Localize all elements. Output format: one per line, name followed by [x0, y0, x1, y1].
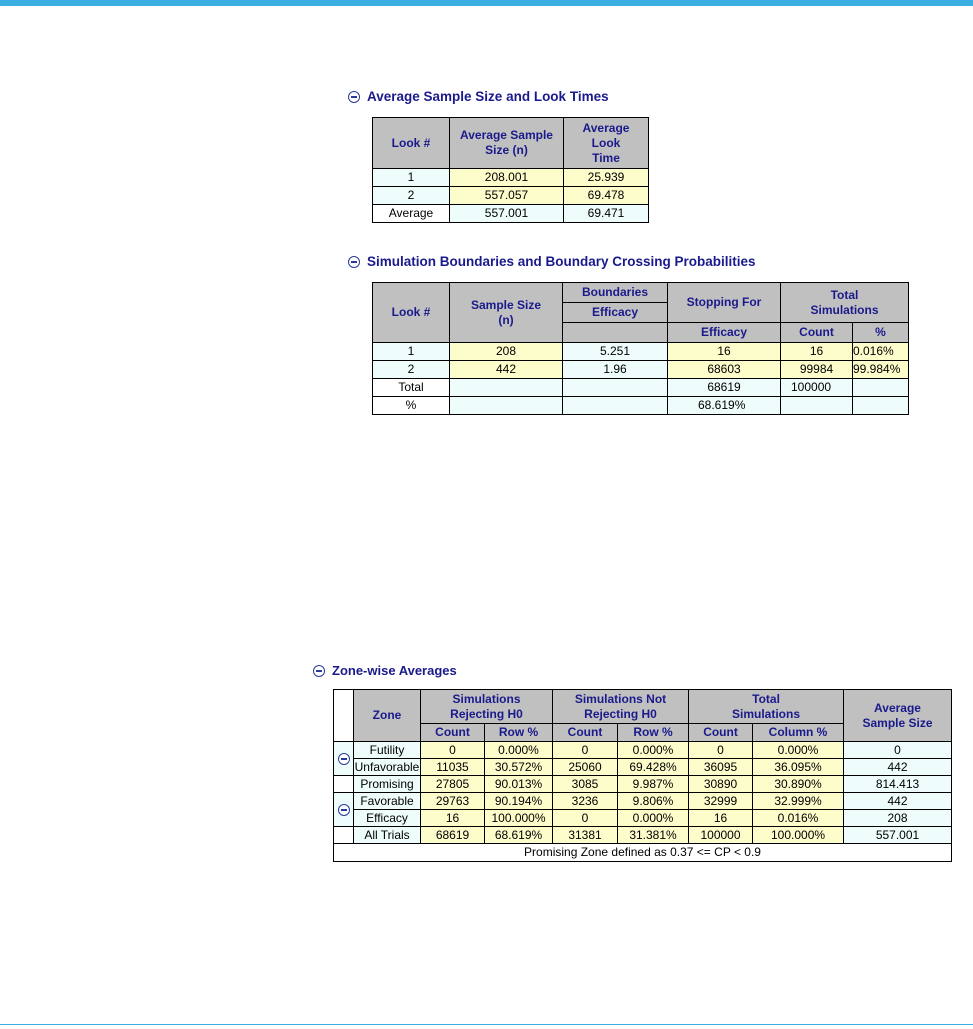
tot-pct-cell: 0.016% [753, 810, 844, 827]
boundary-cell [563, 397, 668, 415]
icon-column-header [334, 690, 354, 742]
col-header-count: Count [781, 323, 853, 343]
table-row [334, 827, 952, 844]
zone-cell: Promising [354, 776, 421, 793]
col-header-zone: Zone [354, 690, 421, 742]
col-header-rej-row-pct: Row % [485, 724, 553, 742]
tot-count-cell: 0 [689, 742, 753, 759]
count-cell: 16 [781, 343, 853, 361]
nr-pct-cell: 69.428% [618, 759, 689, 776]
col-header-nr-row-pct: Row % [618, 724, 689, 742]
sample-cell [450, 379, 563, 397]
col-header-empty [563, 323, 668, 343]
collapse-icon[interactable] [313, 665, 325, 677]
zone-cell: Futility [354, 742, 421, 759]
rej-pct-cell: 90.194% [485, 793, 553, 810]
table-row [373, 205, 649, 223]
zone-averages-table [333, 689, 952, 862]
rej-count-cell: 29763 [421, 793, 485, 810]
look-cell: 1 [373, 343, 450, 361]
avg-time-cell: 69.471 [564, 205, 649, 223]
table-row [334, 759, 952, 776]
sim-boundaries-table [372, 282, 909, 415]
zone-section-title: Zone-wise Averages [332, 663, 457, 678]
rej-pct-cell: 0.000% [485, 742, 553, 759]
nr-pct-cell: 31.381% [618, 827, 689, 844]
rej-count-cell: 27805 [421, 776, 485, 793]
tot-count-cell: 30890 [689, 776, 753, 793]
table-row [373, 169, 649, 187]
boundary-cell: 5.251 [563, 343, 668, 361]
collapse-icon[interactable] [338, 753, 350, 765]
avg-cell: 442 [844, 793, 952, 810]
zone-footnote: Promising Zone defined as 0.37 <= CP < 0.9 [334, 844, 952, 862]
avg-time-cell: 69.478 [564, 187, 649, 205]
pct-cell: 0.016% [853, 343, 909, 361]
tot-count-cell: 36095 [689, 759, 753, 776]
pct-cell [853, 397, 909, 415]
tot-count-cell: 100000 [689, 827, 753, 844]
col-header-avg-sample-size: Average Sample Size (n) [450, 118, 564, 169]
sample-cell [450, 397, 563, 415]
table-row [334, 776, 952, 793]
boundary-cell [563, 379, 668, 397]
pct-cell [853, 379, 909, 397]
stop-cell: 68619 [668, 379, 781, 397]
nr-count-cell: 0 [553, 742, 618, 759]
rej-pct-cell: 68.619% [485, 827, 553, 844]
nr-count-cell: 31381 [553, 827, 618, 844]
nr-count-cell: 25060 [553, 759, 618, 776]
col-header-avg-sample-size: Average Sample Size [844, 690, 952, 742]
tot-pct-cell: 36.095% [753, 759, 844, 776]
rej-count-cell: 0 [421, 742, 485, 759]
col-header-pct: % [853, 323, 909, 343]
look-cell: 1 [373, 169, 450, 187]
rej-count-cell: 16 [421, 810, 485, 827]
tot-pct-cell: 0.000% [753, 742, 844, 759]
sim-section-header[interactable] [348, 254, 756, 269]
zone-group-spacer [334, 776, 354, 793]
avg-section-title: Average Sample Size and Look Times [367, 89, 609, 104]
table-row [334, 793, 952, 810]
rej-pct-cell: 30.572% [485, 759, 553, 776]
col-header-total-simulations: Total Simulations [689, 690, 844, 724]
sample-cell: 208 [450, 343, 563, 361]
avg-cell: 0 [844, 742, 952, 759]
avg-sample-cell: 557.057 [450, 187, 564, 205]
col-header-stopping-for: Stopping For [668, 283, 781, 323]
avg-sample-cell: 208.001 [450, 169, 564, 187]
collapse-icon[interactable] [348, 91, 360, 103]
rej-count-cell: 68619 [421, 827, 485, 844]
avg-cell: 208 [844, 810, 952, 827]
nr-pct-cell: 9.806% [618, 793, 689, 810]
sample-cell: 442 [450, 361, 563, 379]
col-header-tot-count: Count [689, 724, 753, 742]
table-row [334, 810, 952, 827]
nr-pct-cell: 0.000% [618, 742, 689, 759]
look-cell: Total [373, 379, 450, 397]
avg-sample-table [372, 117, 649, 223]
look-cell: Average [373, 205, 450, 223]
col-header-avg-look-time: Average Look Time [564, 118, 649, 169]
nr-count-cell: 3236 [553, 793, 618, 810]
boundary-cell: 1.96 [563, 361, 668, 379]
tot-pct-cell: 100.000% [753, 827, 844, 844]
tot-count-cell: 32999 [689, 793, 753, 810]
zone-cell: Efficacy [354, 810, 421, 827]
look-cell: % [373, 397, 450, 415]
zone-group-toggle[interactable] [334, 793, 354, 827]
tot-count-cell: 16 [689, 810, 753, 827]
sim-section-title: Simulation Boundaries and Boundary Crossing Probabilities [367, 254, 756, 269]
avg-time-cell: 25.939 [564, 169, 649, 187]
rej-count-cell: 11035 [421, 759, 485, 776]
pct-cell: 99.984% [853, 361, 909, 379]
table-row [373, 187, 649, 205]
col-header-col-pct: Column % [753, 724, 844, 742]
rej-pct-cell: 100.000% [485, 810, 553, 827]
tot-pct-cell: 30.890% [753, 776, 844, 793]
col-header-look: Look # [373, 118, 450, 169]
col-header-total-simulations: Total Simulations [781, 283, 909, 323]
col-header-rej-count: Count [421, 724, 485, 742]
collapse-icon[interactable] [338, 804, 350, 816]
count-cell [781, 397, 853, 415]
col-header-efficacy: Efficacy [563, 303, 668, 323]
table-row [334, 742, 952, 759]
collapse-icon[interactable] [348, 256, 360, 268]
table-row [373, 361, 909, 379]
rej-pct-cell: 90.013% [485, 776, 553, 793]
avg-cell: 814.413 [844, 776, 952, 793]
count-cell: 100000 [781, 379, 853, 397]
zone-group-toggle[interactable] [334, 742, 354, 776]
zone-cell: Unfavorable [354, 759, 420, 774]
avg-section-header[interactable] [348, 89, 609, 104]
top-accent-bar [0, 0, 973, 6]
stop-cell: 68.619% [668, 397, 781, 415]
table-row [373, 343, 909, 361]
col-header-not-rejecting-h0: Simulations Not Rejecting H0 [553, 690, 689, 724]
tot-pct-cell: 32.999% [753, 793, 844, 810]
stop-cell: 16 [668, 343, 781, 361]
col-header-rejecting-h0: Simulations Rejecting H0 [421, 690, 553, 724]
zone-section-header[interactable] [313, 663, 457, 678]
col-header-look: Look # [373, 283, 450, 343]
col-header-stop-efficacy: Efficacy [668, 323, 781, 343]
count-cell: 99984 [781, 361, 853, 379]
stop-cell: 68603 [668, 361, 781, 379]
nr-count-cell: 3085 [553, 776, 618, 793]
zone-group-spacer [334, 827, 354, 844]
avg-cell: 442 [844, 759, 952, 776]
table-row [373, 397, 909, 415]
table-row [373, 379, 909, 397]
col-header-sample-size: Sample Size (n) [450, 283, 563, 343]
zone-cell: All Trials [354, 827, 421, 844]
bottom-divider [0, 1024, 973, 1025]
avg-cell: 557.001 [844, 827, 952, 844]
nr-count-cell: 0 [553, 810, 618, 827]
col-header-boundaries: Boundaries [563, 283, 668, 303]
zone-cell: Favorable [354, 793, 421, 810]
col-header-nr-count: Count [553, 724, 618, 742]
nr-pct-cell: 0.000% [618, 810, 689, 827]
look-cell: 2 [373, 187, 450, 205]
nr-pct-cell: 9.987% [618, 776, 689, 793]
look-cell: 2 [373, 361, 450, 379]
avg-sample-cell: 557.001 [450, 205, 564, 223]
